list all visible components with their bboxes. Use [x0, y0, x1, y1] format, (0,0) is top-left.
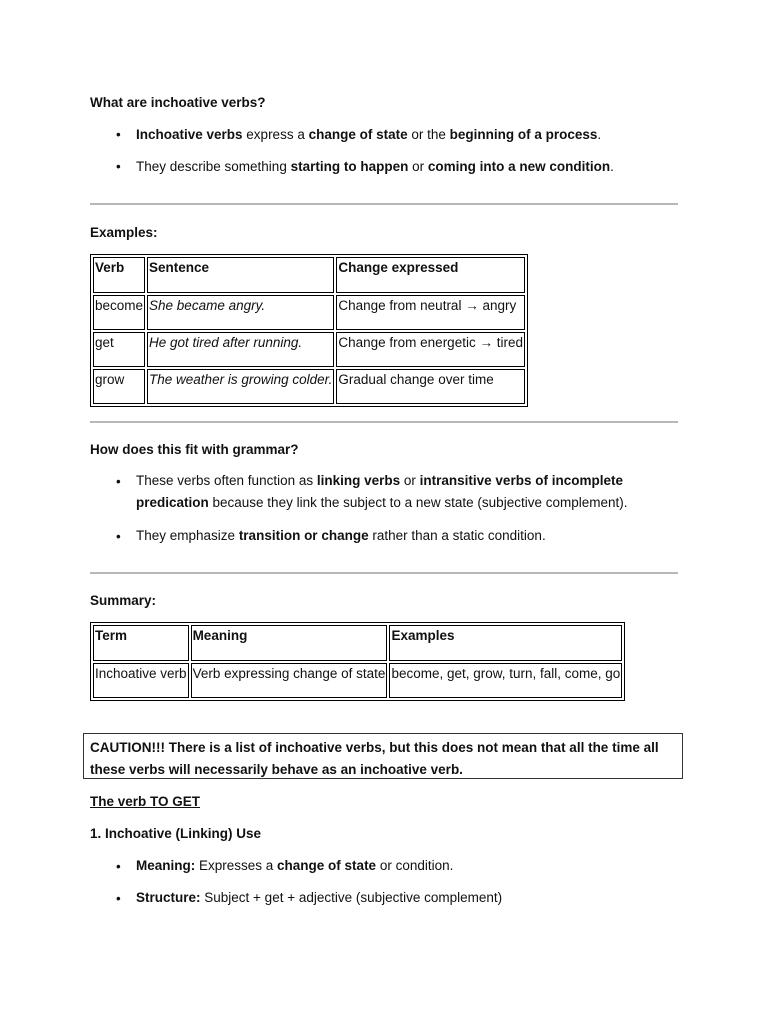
table-header-cell: Examples — [389, 625, 622, 661]
text-bold: Inchoative verbs — [136, 127, 243, 142]
horizontal-divider — [90, 203, 678, 205]
heading-examples: Examples: — [90, 225, 158, 240]
text-bold: coming into a new condition — [427, 159, 611, 174]
table-cell: become, get, grow, turn, fall, come, go — [389, 663, 622, 698]
text: or condition. — [376, 858, 454, 873]
text-bold: change of state — [277, 858, 377, 873]
table-row — [93, 332, 525, 367]
table-cell: The weather is growing colder. — [147, 369, 334, 404]
text-bold: Meaning: — [136, 858, 196, 873]
text: express a — [242, 127, 309, 142]
table-cell: grow — [93, 369, 145, 404]
heading-summary: Summary: — [90, 593, 157, 608]
text: or the — [407, 127, 450, 142]
underlined-title: The verb TO GET — [90, 794, 201, 809]
table-cell: Change from energetic → tired — [336, 332, 525, 367]
table-cell: Gradual change over time — [336, 369, 525, 404]
bullet-icon: • — [116, 529, 121, 544]
text: or — [400, 473, 420, 488]
horizontal-divider — [90, 421, 678, 423]
text: . — [610, 159, 614, 174]
table-header-cell: Verb — [93, 257, 145, 293]
table-row — [93, 295, 525, 330]
caution-box — [83, 733, 683, 779]
text-bold: beginning of a process — [449, 127, 598, 142]
text-bold: intransitive verbs of incomplete — [419, 473, 623, 488]
text: because they link the subject to a new state (subjective complement). — [208, 495, 628, 510]
heading-grammar: How does this fit with grammar? — [90, 442, 299, 457]
table-cell: Verb expressing change of state — [191, 663, 388, 698]
bullet-icon: • — [116, 159, 121, 174]
text: They describe something — [136, 159, 291, 174]
heading-what-are-inchoative-verbs: What are inchoative verbs? — [90, 95, 266, 110]
table-row — [93, 663, 622, 698]
intro-bullet-2 — [136, 156, 614, 178]
section-title-verb-to-get — [90, 794, 200, 809]
text: or — [408, 159, 428, 174]
caution-line-1: CAUTION!!! There is a list of inchoative verbs, but this does not mean that all the time all — [90, 740, 659, 755]
text-bold: starting to happen — [290, 159, 409, 174]
text-bold: transition or change — [238, 528, 369, 543]
grammar-bullet-1 — [136, 470, 676, 514]
caution-line-2: these verbs will necessarily behave as an inchoative verb. — [90, 762, 463, 777]
bullet-icon: • — [116, 127, 121, 142]
table-cell: become — [93, 295, 145, 330]
table-header-row — [93, 625, 622, 661]
get-bullet-meaning — [136, 855, 453, 877]
text: Expresses a — [195, 858, 278, 873]
horizontal-divider — [90, 572, 678, 574]
text: rather than a static condition. — [368, 528, 546, 543]
text-bold: predication — [136, 495, 209, 510]
subheading-inchoative-use: 1. Inchoative (Linking) Use — [90, 826, 262, 841]
table-cell: get — [93, 332, 145, 367]
table-row — [93, 369, 525, 404]
table-header-cell: Change expressed — [336, 257, 525, 293]
bullet-icon: • — [116, 859, 121, 874]
intro-bullet-1 — [136, 124, 601, 146]
table-header-cell: Term — [93, 625, 189, 661]
table-cell: She became angry. — [147, 295, 334, 330]
summary-table — [90, 622, 625, 701]
table-cell: Change from neutral → angry — [336, 295, 525, 330]
text-bold: linking verbs — [316, 473, 401, 488]
grammar-bullet-2 — [136, 525, 546, 547]
table-cell: He got tired after running. — [147, 332, 334, 367]
text: . — [597, 127, 602, 142]
text-bold: change of state — [308, 127, 408, 142]
text: Subject + get + adjective (subjective complement) — [200, 890, 503, 905]
text: They emphasize — [136, 528, 239, 543]
table-header-row — [93, 257, 525, 293]
text-bold: Structure: — [136, 890, 201, 905]
examples-table — [90, 254, 528, 407]
bullet-icon: • — [116, 891, 121, 906]
table-header-cell: Meaning — [191, 625, 388, 661]
table-cell: Inchoative verb — [93, 663, 189, 698]
text: These verbs often function as — [136, 473, 317, 488]
get-bullet-structure — [136, 887, 502, 909]
table-header-cell: Sentence — [147, 257, 334, 293]
bullet-icon: • — [116, 474, 121, 489]
